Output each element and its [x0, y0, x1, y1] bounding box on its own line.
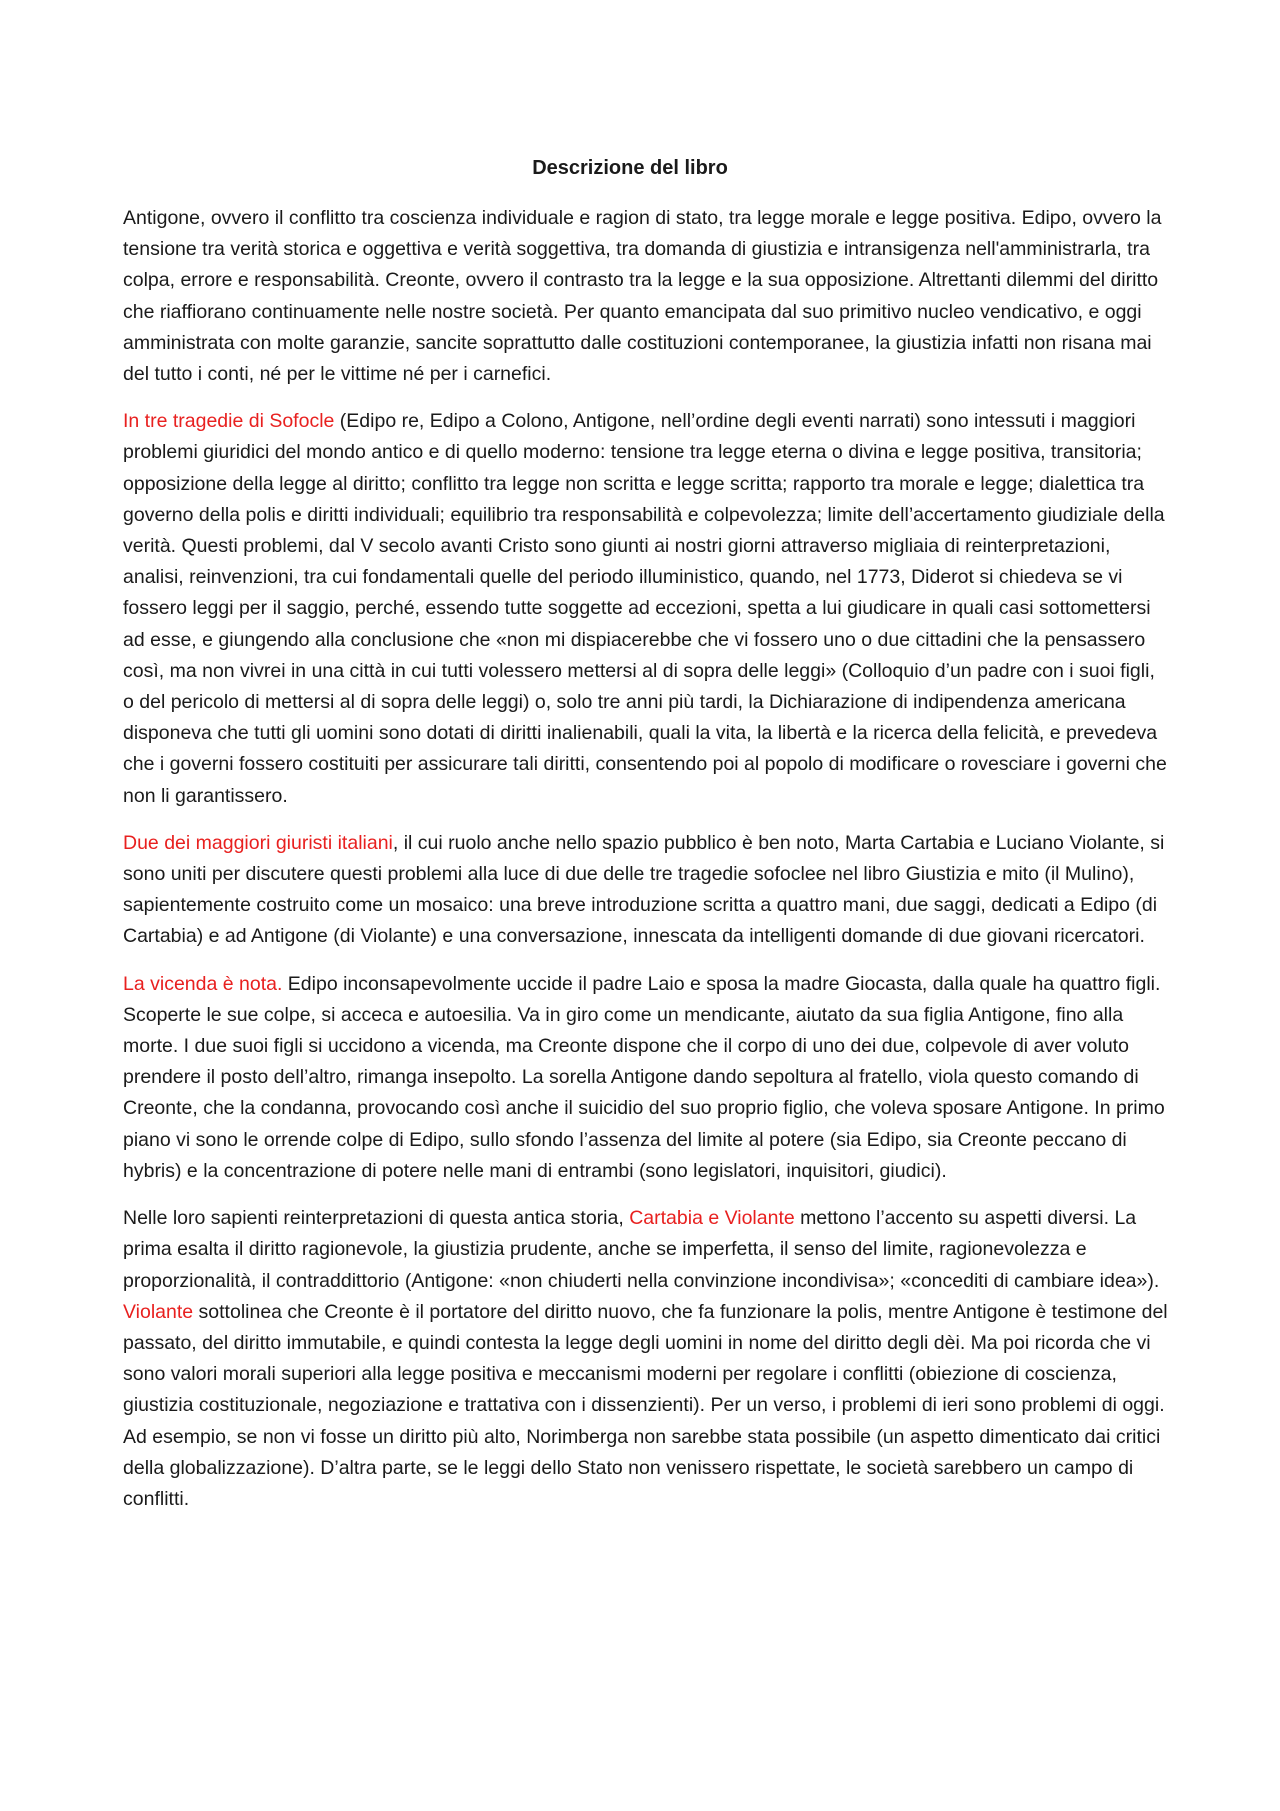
highlighted-phrase: Violante [123, 1300, 194, 1323]
paragraph-2 [123, 406, 1168, 812]
paragraph-5 [123, 1203, 1168, 1515]
paragraph-text: sottolinea che Creonte è il portatore del diritto nuovo, che fa funzionare la polis, mentre Antigone è testimone del passato, del diritto immutabile, e quindi contesta la legge degli uomini in nome del diritto degli dèi. Ma poi ricorda che vi sono valori morali superiori alla legge positiva e meccanismi moderni per regolare i conflitti (obiezione di coscienza, giustizia costituzionale, negoziazione e trattativa con i dissenzienti). Per un verso, i problemi di ieri sono problemi di oggi. Ad esempio, se non vi fosse un diritto più alto, Norimberga non sarebbe stata possibile (un aspetto dimenticato dai critici della globalizzazione). D’altra parte, se le leggi dello Stato non venissero rispettate, le società sarebbero un campo di conflitti. [123, 1300, 1168, 1510]
highlighted-phrase: Due dei maggiori giuristi italiani [123, 831, 393, 854]
paragraph-3 [123, 828, 1168, 953]
paragraph-text: , il cui ruolo anche nello spazio pubblico è ben noto, Marta Cartabia e Luciano Violante, si sono uniti per discutere questi problemi alla luce di due delle tre tragedie sofoclee nel libro Giustizia e mito (il Mulino), sapientemente costruito come un mosaico: una breve introduzione scritta a quattro mani, due saggi, dedicati a Edipo (di Cartabia) e ad Antigone (di Violante) e una conversazione, innescata da intelligenti domande di due giovani ricercatori. [123, 831, 1165, 948]
paragraph-text: (Edipo re, Edipo a Colono, Antigone, nell’ordine degli eventi narrati) sono intessuti i maggiori problemi giuridici del mondo antico e di quello moderno: tensione tra legge eterna o divina e legge positiva, transitoria; opposizione della legge al diritto; conflitto tra legge non scritta e legge scritta; rapporto tra morale e legge; dialettica tra governo della polis e diritti individuali; equilibrio tra responsabilità e colpevolezza; limite dell’accertamento giudiziale della verità. Questi problemi, dal V secolo avanti Cristo sono giunti ai nostri giorni attraverso migliaia di reinterpretazioni, analisi, reinvenzioni, tra cui fondamentali quelle del periodo illuministico, quando, nel 1773, Diderot si chiedeva se vi fossero leggi per il saggio, perché, essendo tutte soggette ad eccezioni, spetta a lui giudicare in quali casi sottomettersi ad esse, e giungendo alla conclusione che «non mi dispiacerebbe che vi fossero uno o due cittadini che la pensassero così, ma non vivrei in una città in cui tutti volessero mettersi al di sopra delle leggi» (Colloquio d’un padre con i suoi figli, o del pericolo di mettersi al di sopra delle leggi) o, solo tre anni più tardi, la Dichiarazione di indipendenza americana disponeva che tutti gli uomini sono dotati di diritti inalienabili, quali la vita, la libertà e la ricerca della felicità, e prevedeva che i governi fossero costituiti per assicurare tali diritti, consentendo poi al popolo di modificare o rovesciare i governi che non li garantissero. [123, 410, 1167, 807]
paragraph-text: Nelle loro sapienti reinterpretazioni di questa antica storia, [123, 1207, 630, 1230]
highlighted-phrase: In tre tragedie di Sofocle [123, 410, 335, 433]
paragraph-4 [123, 969, 1168, 1187]
paragraph-1 [123, 203, 1168, 390]
document-title: Descrizione del libro [532, 157, 728, 179]
paragraph-text: mettono l’accento su aspetti diversi. La prima esalta il diritto ragionevole, la giustizia prudente, anche se imperfetta, il senso del limite, ragionevolezza e proporzionalità, il contraddittorio (Antigone: «non chiuderti nella convinzione incondivisa»; «concediti di cambiare idea»). [123, 1207, 1160, 1292]
paragraph-text: Antigone, ovvero il conflitto tra coscienza individuale e ragion di stato, tra legge morale e legge positiva. Edipo, ovvero la tensione tra verità storica e oggettiva e verità soggettiva, tra domanda di giustizia e intransigenza nell'amministrarla, tra colpa, errore e responsabilità. Creonte, ovvero il contrasto tra la legge e la sua opposizione. Altrettanti dilemmi del diritto che riaffiorano continuamente nelle nostre società. Per quanto emancipata dal suo primitivo nucleo vendicativo, e oggi amministrata con molte garanzie, sancite soprattutto dalle costituzioni contemporanee, la giustizia infatti non risana mai del tutto i conti, né per le vittime né per i carnefici. [123, 207, 1162, 386]
highlighted-phrase: Cartabia e Violante [629, 1207, 795, 1230]
highlighted-phrase: La vicenda è nota. [123, 972, 283, 995]
paragraph-text: Edipo inconsapevolmente uccide il padre Laio e sposa la madre Giocasta, dalla quale ha quattro figli. Scoperte le sue colpe, si acceca e autoesilia. Va in giro come un mendicante, aiutato da sua figlia Antigone, fino alla morte. I due suoi figli si uccidono a vicenda, ma Creonte dispone che il corpo di uno dei due, colpevole di aver voluto prendere il posto dell’altro, rimanga insepolto. La sorella Antigone dando sepoltura al fratello, viola questo comando di Creonte, che la condanna, provocando così anche il suicidio del suo proprio figlio, che voleva sposare Antigone. In primo piano vi sono le orrende colpe di Edipo, sullo sfondo l’assenza del limite al potere (sia Edipo, sia Creonte peccano di hybris) e la concentrazione di potere nelle mani di entrambi (sono legislatori, inquisitori, giudici). [123, 972, 1165, 1182]
document-body [123, 203, 1168, 1531]
